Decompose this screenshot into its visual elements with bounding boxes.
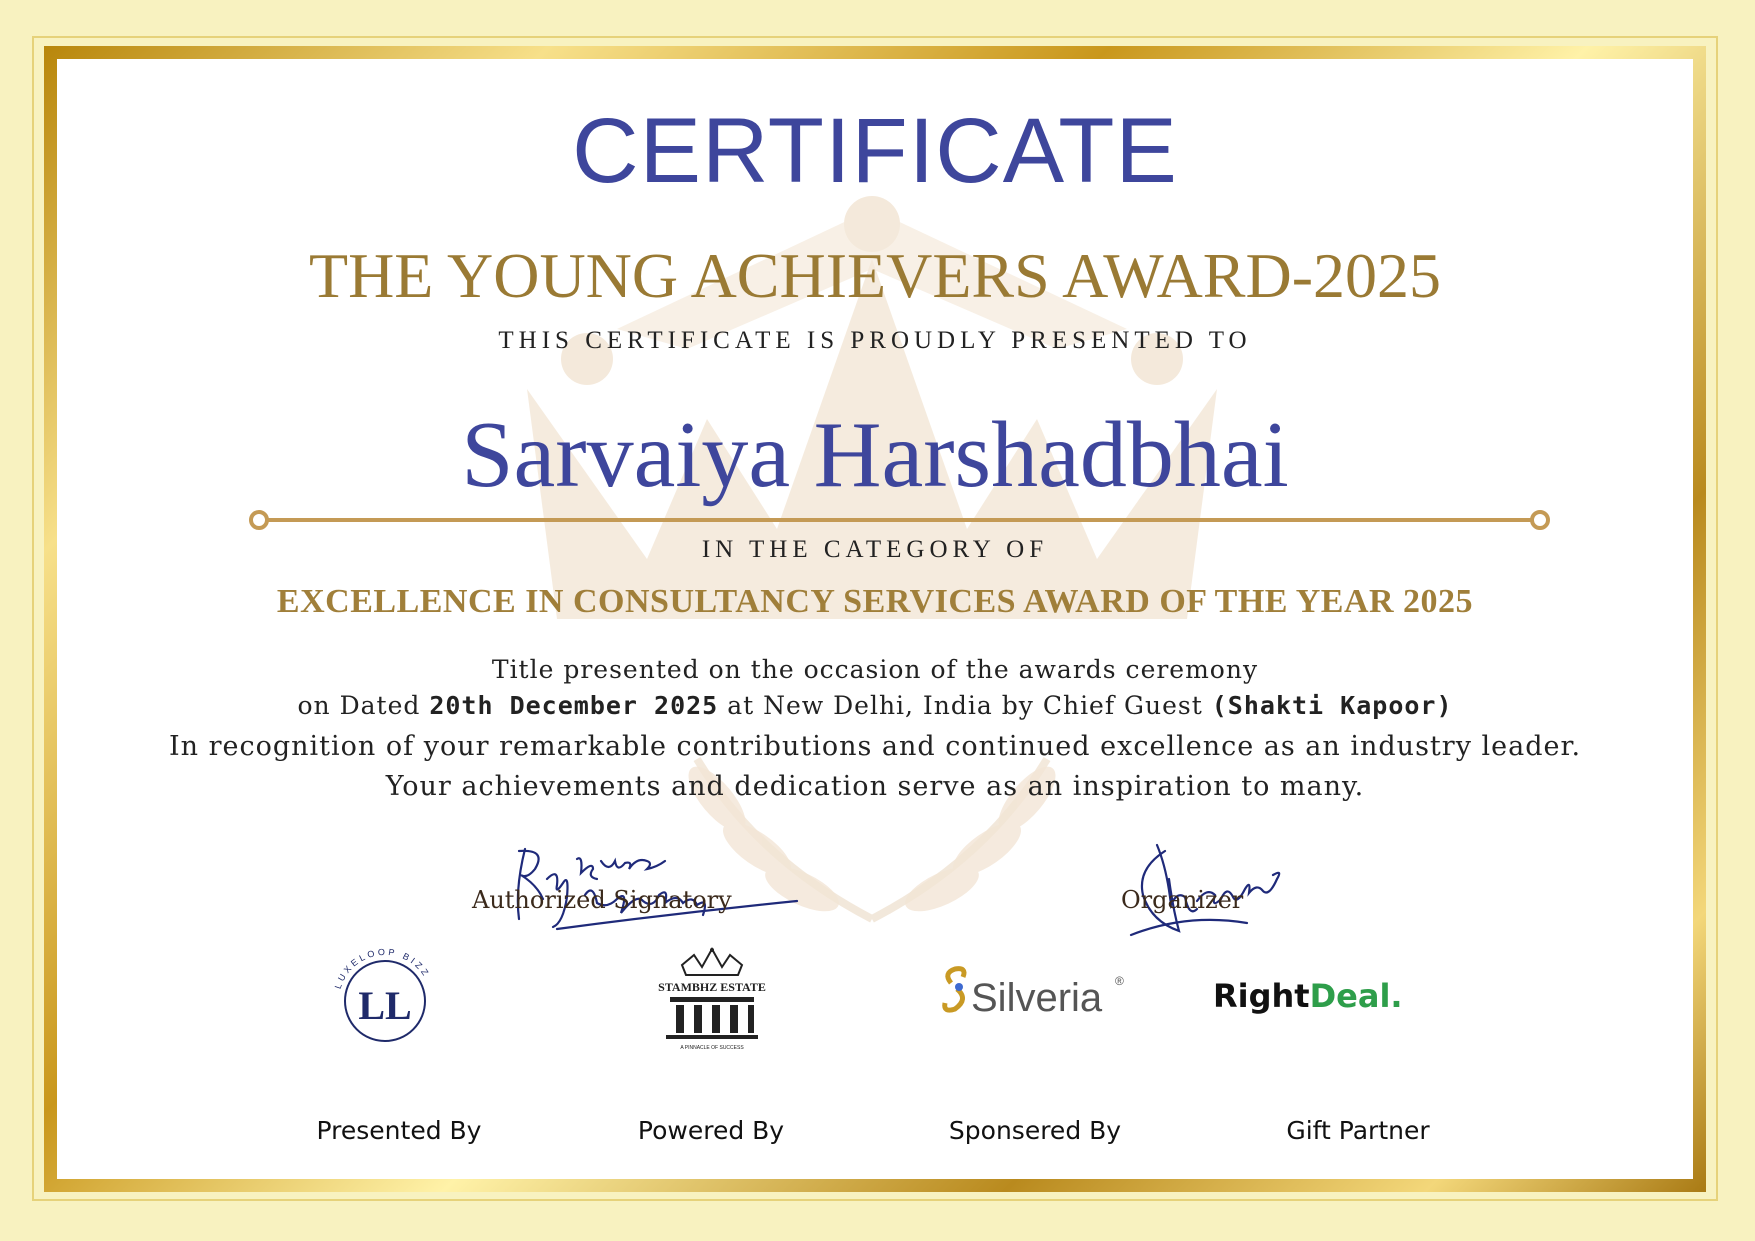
gift-partner-label: Gift Partner bbox=[1286, 1116, 1430, 1145]
category-label: IN THE CATEGORY OF bbox=[701, 536, 1049, 563]
silveria-registered-mark: ® bbox=[1115, 974, 1124, 988]
chief-guest: (Shakti Kapoor) bbox=[1211, 691, 1453, 720]
name-divider bbox=[247, 508, 1552, 532]
gold-frame bbox=[44, 46, 1706, 1192]
stambhz-estate-logo bbox=[642, 945, 782, 1055]
luxeloop-logo-text: LUXELOOP BIZZ bbox=[332, 946, 433, 991]
svg-text:RightDeal. bbox=[1213, 977, 1403, 1015]
recognition-text: In recognition of your remarkable contributions and continued excellence as an industry leader. bbox=[168, 731, 1582, 762]
certificate-paper bbox=[57, 59, 1693, 1179]
silveria-logo-text: Silveria bbox=[971, 976, 1103, 1020]
certificate-heading: CERTIFICATE bbox=[572, 100, 1178, 202]
organizer-label: Organizer bbox=[1121, 886, 1244, 914]
stambhz-logo-text: STAMBHZ ESTATE bbox=[658, 980, 766, 994]
ceremony-details bbox=[57, 691, 1693, 720]
stambhz-tagline: A PINNACLE OF SUCCESS bbox=[680, 1045, 744, 1051]
presented-to-text: THIS CERTIFICATE IS PROUDLY PRESENTED TO bbox=[498, 327, 1252, 354]
presented-by-label: Presented By bbox=[316, 1116, 482, 1145]
authorized-signatory-label: Authorized Signatory bbox=[472, 886, 732, 914]
sponsored-by-label: Sponsered By bbox=[948, 1116, 1122, 1145]
award-title: THE YOUNG ACHIEVERS AWARD-2025 bbox=[308, 240, 1442, 311]
silveria-logo bbox=[937, 959, 1137, 1029]
award-category: EXCELLENCE IN CONSULTANCY SERVICES AWARD OF THE YEAR 2025 bbox=[276, 583, 1474, 620]
luxeloop-logo bbox=[315, 939, 455, 1059]
rightdeal-text-right: Right bbox=[1213, 977, 1310, 1015]
date-prefix: on Dated bbox=[297, 691, 430, 720]
rightdeal-text-deal: Deal. bbox=[1309, 977, 1403, 1015]
ceremony-text: Title presented on the occasion of the awards ceremony bbox=[491, 655, 1259, 684]
rightdeal-logo bbox=[1207, 969, 1447, 1019]
luxeloop-monogram: LL bbox=[358, 983, 412, 1028]
powered-by-label: Powered By bbox=[637, 1116, 785, 1145]
ceremony-date: 20th December 2025 bbox=[429, 691, 719, 720]
location-text: at New Delhi, India by Chief Guest bbox=[718, 691, 1212, 720]
recipient-name: Sarvaiya Harshadbhai bbox=[461, 403, 1289, 507]
inspiration-text: Your achievements and dedication serve as an inspiration to many. bbox=[385, 771, 1365, 802]
